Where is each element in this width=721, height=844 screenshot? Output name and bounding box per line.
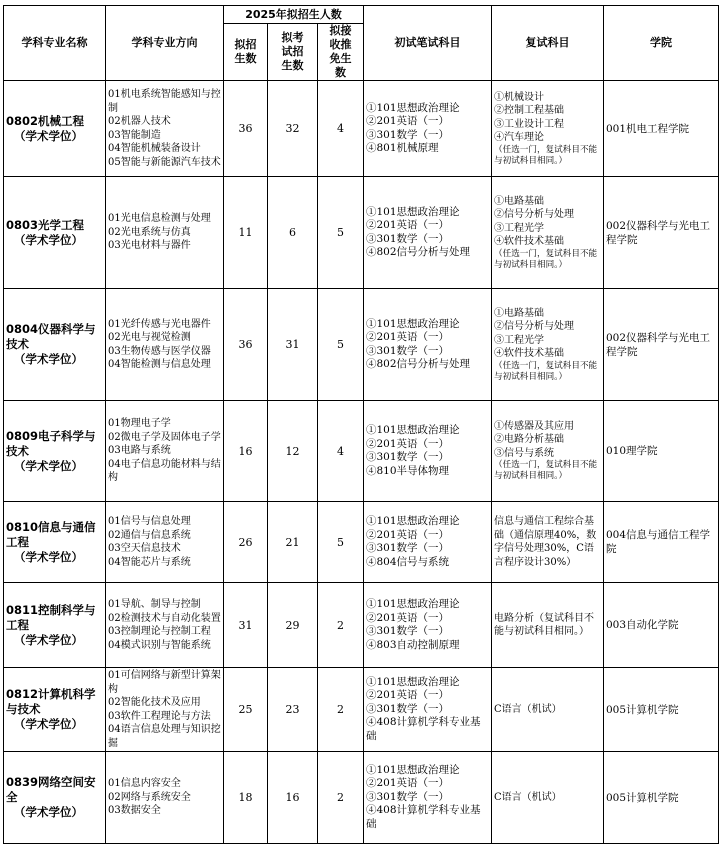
direction-item: 04智能芯片与系统	[108, 556, 191, 568]
exam-count: 29	[268, 583, 318, 668]
planned-count: 36	[224, 289, 268, 401]
major-cell	[4, 81, 106, 177]
retest-subject: ②控制工程基础	[494, 105, 564, 116]
retest-subject: ③工程光学	[494, 334, 544, 346]
college-cell: 003自动化学院	[604, 583, 719, 668]
major-name: 0811控制科学与工程	[6, 602, 96, 632]
degree-label: （学术学位）	[14, 549, 83, 564]
exam-subject: ②201英语（一）	[366, 437, 450, 450]
retest-cell	[492, 177, 604, 289]
exam-subject: ③301数学（一）	[366, 625, 450, 637]
major-name: 0812计算机科学与技术	[6, 687, 96, 716]
college-cell: 010理学院	[604, 401, 719, 502]
header-enroll-group: 2025年拟招生人数	[224, 6, 364, 24]
retest-subject: C语言（机试）	[494, 791, 562, 803]
table-row	[4, 502, 719, 583]
exam-count: 21	[268, 502, 318, 583]
retest-subject: 电路分析（复试科目不能与初试科目相同。）	[494, 612, 594, 637]
table-row	[4, 401, 719, 502]
exam-subject: ②201英语（一）	[366, 777, 450, 790]
first-exam-cell	[364, 289, 492, 401]
exam-subject: ①101思想政治理论	[366, 424, 460, 436]
table-row	[4, 81, 719, 177]
planned-count: 36	[224, 81, 268, 177]
first-exam-cell	[364, 81, 492, 177]
college-cell: 001机电工程学院	[604, 81, 719, 177]
directions-cell	[106, 583, 224, 668]
exam-subject: ①101思想政治理论	[366, 101, 460, 114]
header-first-exam: 初试笔试科目	[364, 6, 492, 81]
first-exam-cell	[364, 752, 492, 844]
table-row	[4, 583, 719, 668]
header-planned: 拟招生数	[224, 24, 268, 81]
table-row	[4, 752, 719, 844]
retest-note: （任选一门，复试科目不能与初试科目相同。）	[494, 248, 598, 270]
major-cell	[4, 752, 106, 844]
retest-subject: ②电路分析基础	[494, 434, 564, 446]
retest-note: （任选一门，复试科目不能与初试科目相同。）	[494, 460, 598, 482]
exam-subject: ②201英语（一）	[366, 611, 450, 624]
header-college: 学院	[604, 6, 719, 81]
direction-item: 01物理电子学	[108, 418, 171, 430]
retest-subject: ③工业设计工程	[494, 118, 564, 130]
directions-cell	[106, 177, 224, 289]
first-exam-cell	[364, 177, 492, 289]
retest-cell	[492, 401, 604, 502]
exam-subject: ④803自动控制原理	[366, 638, 460, 651]
degree-label: （学术学位）	[14, 352, 83, 366]
exam-count: 16	[268, 752, 318, 844]
direction-item: 02网络与系统安全	[108, 791, 191, 803]
header-major: 学科专业名称	[4, 6, 106, 81]
major-cell	[4, 583, 106, 668]
major-cell	[4, 668, 106, 752]
directions-cell	[106, 401, 224, 502]
direction-item: 01光电信息检测与处理	[108, 213, 211, 225]
exempt-count: 4	[318, 401, 364, 502]
direction-item: 04智能检测与信息处理	[108, 359, 211, 370]
planned-count: 31	[224, 583, 268, 668]
major-name: 0803光学工程	[6, 217, 85, 232]
college-cell: 002仪器科学与光电工程学院	[604, 289, 719, 401]
direction-item: 03光电材料与器件	[108, 240, 191, 252]
exam-subject: ②201英语（一）	[366, 689, 450, 702]
exam-subject: ④802信号分析与处理	[366, 246, 471, 258]
college-cell: 005计算机学院	[604, 668, 719, 752]
major-name: 0809电子科学与技术	[6, 428, 96, 458]
table-row	[4, 289, 719, 401]
direction-item: 02通信与信息系统	[108, 529, 191, 541]
exempt-count: 5	[318, 177, 364, 289]
retest-subject: ①电路基础	[494, 307, 544, 319]
admissions-table	[3, 5, 719, 844]
degree-label: （学术学位）	[14, 458, 83, 473]
exam-count: 31	[268, 289, 318, 401]
direction-item: 04电子信息功能材料与结构	[108, 458, 221, 484]
retest-cell	[492, 668, 604, 752]
exam-subject: ③301数学（一）	[366, 232, 450, 245]
direction-item: 02检测技术与自动化装置	[108, 612, 221, 624]
retest-subject: ③工程光学	[494, 222, 544, 234]
exam-subject: ②201英语（一）	[366, 219, 450, 231]
direction-item: 02微电子学及固体电子学	[108, 431, 221, 443]
exam-subject: ③301数学（一）	[366, 702, 450, 715]
exam-subject: ③301数学（一）	[366, 542, 450, 554]
exempt-count: 2	[318, 668, 364, 752]
header-retest: 复试科目	[492, 6, 604, 81]
header-exam: 拟考试招生数	[268, 24, 318, 81]
major-name: 0804仪器科学与技术	[6, 322, 96, 351]
exam-subject: ①101思想政治理论	[366, 515, 460, 527]
major-name: 0839网络空间安全	[6, 775, 96, 804]
retest-subject: ④软件技术基础	[494, 236, 564, 247]
retest-subject: ③信号与系统	[494, 447, 554, 459]
exam-subject: ④408计算机学科专业基础	[366, 716, 481, 742]
retest-cell	[492, 752, 604, 844]
exempt-count: 5	[318, 289, 364, 401]
direction-item: 03软件工程理论与方法	[108, 710, 211, 722]
exam-subject: ④408计算机学科专业基础	[366, 804, 481, 830]
first-exam-cell	[364, 502, 492, 583]
planned-count: 25	[224, 668, 268, 752]
major-name: 0802机械工程	[6, 113, 85, 128]
first-exam-cell	[364, 583, 492, 668]
exam-count: 6	[268, 177, 318, 289]
exam-subject: ③301数学（一）	[366, 451, 450, 463]
college-cell: 005计算机学院	[604, 752, 719, 844]
header-direction: 学科专业方向	[106, 6, 224, 81]
retest-subject: ②信号分析与处理	[494, 209, 574, 220]
degree-label: （学术学位）	[14, 717, 83, 731]
retest-subject: ④汽车理论	[494, 132, 544, 143]
direction-item: 02光电与视觉检测	[108, 332, 191, 343]
planned-count: 16	[224, 401, 268, 502]
retest-subject: ④软件技术基础	[494, 348, 564, 359]
exempt-count: 2	[318, 752, 364, 844]
exam-subject: ①101思想政治理论	[366, 763, 460, 776]
retest-note: （任选一门，复试科目不能与初试科目相同。）	[494, 360, 598, 382]
exam-subject: ④810半导体物理	[366, 464, 450, 477]
exam-subject: ④804信号与系统	[366, 555, 450, 568]
degree-label: （学术学位）	[14, 128, 83, 143]
retest-cell	[492, 583, 604, 668]
direction-item: 01信息内容安全	[108, 778, 181, 790]
retest-cell	[492, 81, 604, 177]
direction-item: 02智能化技术及应用	[108, 697, 201, 708]
planned-count: 11	[224, 177, 268, 289]
exam-subject: ④802信号分析与处理	[366, 358, 471, 370]
major-cell	[4, 502, 106, 583]
exam-subject: ①101思想政治理论	[366, 598, 460, 610]
direction-item: 03空天信息技术	[108, 543, 181, 554]
direction-item: 02光电系统与仿真	[108, 226, 191, 238]
directions-cell	[106, 289, 224, 401]
major-cell	[4, 177, 106, 289]
exam-subject: ②201英语（一）	[366, 528, 450, 541]
retest-subject: ②信号分析与处理	[494, 321, 574, 332]
direction-item: 01机电系统智能感知与控制	[108, 89, 221, 114]
directions-cell	[106, 502, 224, 583]
exam-subject: ③301数学（一）	[366, 128, 450, 141]
exempt-count: 5	[318, 502, 364, 583]
first-exam-cell	[364, 401, 492, 502]
college-cell: 004信息与通信工程学院	[604, 502, 719, 583]
direction-item: 03生物传感与医学仪器	[108, 345, 211, 357]
direction-item: 05智能与新能源汽车技术	[108, 156, 221, 168]
degree-label: （学术学位）	[14, 805, 83, 819]
exam-subject: ②201英语（一）	[366, 331, 450, 343]
direction-item: 04智能机械装备设计	[108, 143, 201, 154]
exam-subject: ③301数学（一）	[366, 344, 450, 357]
exempt-count: 2	[318, 583, 364, 668]
exempt-count: 4	[318, 81, 364, 177]
exam-subject: ②201英语（一）	[366, 115, 450, 127]
exam-subject: ①101思想政治理论	[366, 205, 460, 218]
retest-cell	[492, 502, 604, 583]
directions-cell	[106, 81, 224, 177]
exam-subject: ①101思想政治理论	[366, 675, 460, 688]
directions-cell	[106, 752, 224, 844]
major-cell	[4, 289, 106, 401]
exam-count: 23	[268, 668, 318, 752]
direction-item: 01信号与信息处理	[108, 516, 191, 527]
major-name: 0810信息与通信工程	[6, 519, 96, 549]
direction-item: 03数据安全	[108, 805, 161, 817]
retest-subject: ①电路基础	[494, 195, 544, 207]
retest-subject: ①机械设计	[494, 91, 544, 103]
first-exam-cell	[364, 668, 492, 752]
direction-item: 01光纤传感与光电器件	[108, 318, 211, 330]
direction-item: 04模式识别与智能系统	[108, 639, 211, 651]
direction-item: 03电路与系统	[108, 445, 171, 457]
direction-item: 03控制理论与控制工程	[108, 626, 211, 637]
direction-item: 01可信网络与新型计算架构	[108, 670, 221, 695]
table-row	[4, 668, 719, 752]
direction-item: 03智能制造	[108, 129, 161, 141]
planned-count: 26	[224, 502, 268, 583]
retest-note: （任选一门，复试科目不能与初试科目相同。）	[494, 144, 598, 166]
retest-subject: ①传感器及其应用	[494, 420, 574, 432]
exam-subject: ④801机械原理	[366, 142, 439, 154]
exam-subject: ①101思想政治理论	[366, 317, 460, 330]
exam-count: 32	[268, 81, 318, 177]
exam-subject: ③301数学（一）	[366, 790, 450, 803]
direction-item: 02机器人技术	[108, 116, 171, 127]
direction-item: 01导航、制导与控制	[108, 599, 201, 610]
degree-label: （学术学位）	[14, 632, 83, 647]
direction-item: 04语言信息处理与知识挖掘	[108, 724, 221, 749]
directions-cell	[106, 668, 224, 752]
retest-cell	[492, 289, 604, 401]
table-row	[4, 177, 719, 289]
retest-subject: C语言（机试）	[494, 703, 562, 715]
planned-count: 18	[224, 752, 268, 844]
exam-count: 12	[268, 401, 318, 502]
college-cell: 002仪器科学与光电工程学院	[604, 177, 719, 289]
degree-label: （学术学位）	[14, 232, 83, 247]
major-cell	[4, 401, 106, 502]
retest-subject: 信息与通信工程综合基础（通信原理40%，数字信号处理30%，C语言程序设计30%）	[494, 516, 597, 568]
header-exempt: 拟接收推免生数	[318, 24, 364, 81]
